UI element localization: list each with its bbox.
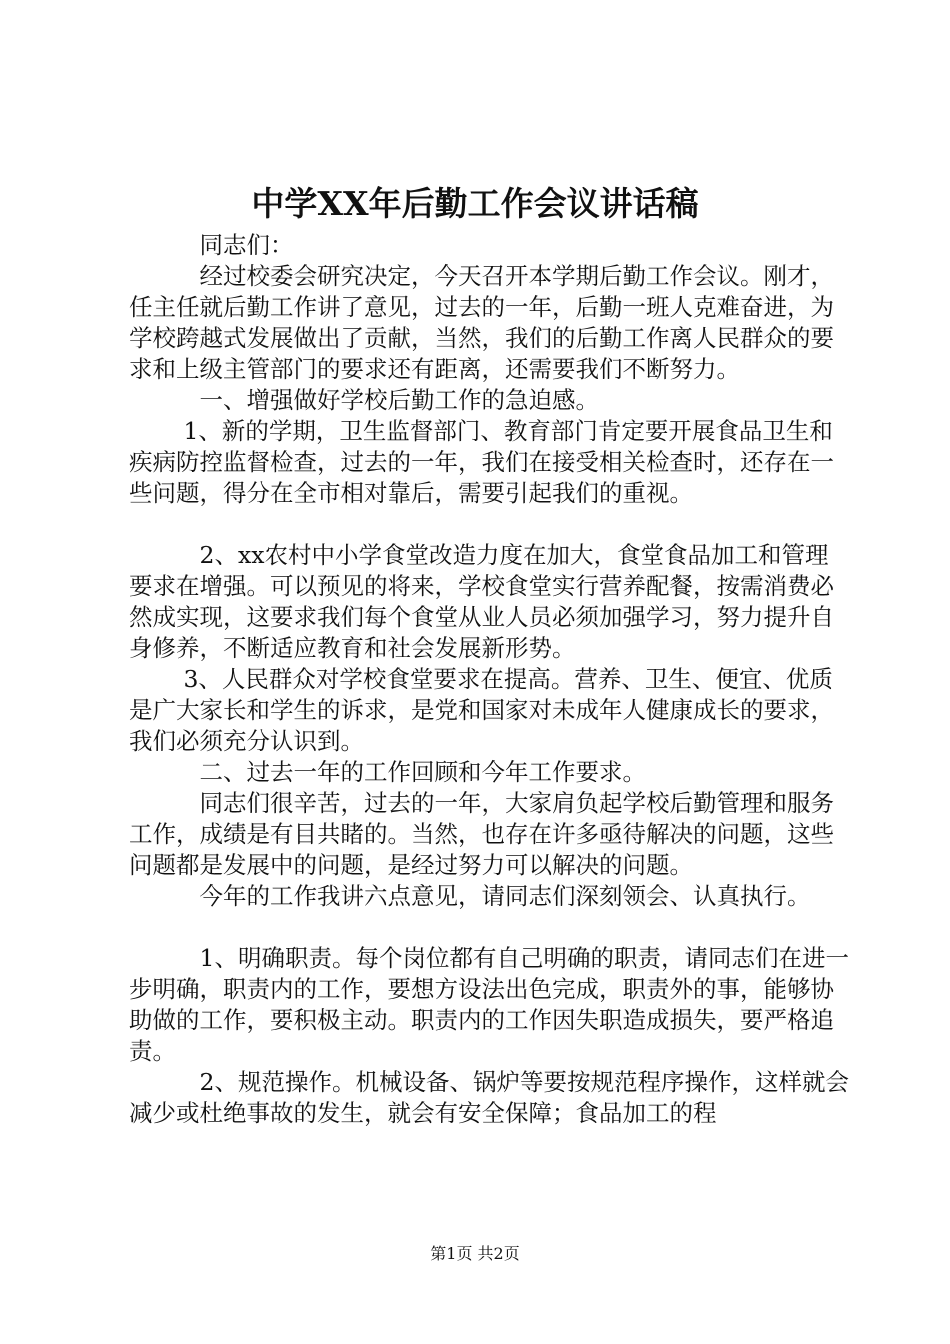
- paragraph-six-points: 今年的工作我讲六点意见，请同志们深刻领会、认真执行。: [129, 882, 811, 910]
- paragraph-item-1-2: 2、xx农村中小学食堂改造力度在加大，食堂食品加工和管理要求在增强。可以预见的将来，学校食堂实行营养配餐，按需消费必然成实现，这要求我们每个食堂从业人员必须加强学习，努力提升自身修养，不断适应教育和社会发展新形势。: [129, 541, 834, 662]
- paragraph-item-1-1: 1、新的学期，卫生监督部门、教育部门肯定要开展食品卫生和疾病防控监督检查，过去的一年，我们在接受相关检查时，还存在一些问题，得分在全市相对靠后，需要引起我们的重视。: [129, 417, 834, 507]
- paragraph-gap: [129, 912, 851, 943]
- paragraph-intro: 经过校委会研究决定，今天召开本学期后勤工作会议。刚才，任主任就后勤工作讲了意见，过去的一年，后勤一班人克难奋进，为学校跨越式发展做出了贡献，当然，我们的后勤工作离人民群众的要求和上级主管部门的要求还有距离，还需要我们不断努力。: [129, 262, 834, 383]
- paragraph-item-2-2: 2、规范操作。机械设备、锅炉等要按规范程序操作，这样就会减少或杜绝事故的发生，就会有安全保障；食品加工的程: [129, 1068, 849, 1127]
- paragraph-item-2-1: 1、明确职责。每个岗位都有自己明确的职责，请同志们在进一步明确，职责内的工作，要想方设法出色完成，职责外的事，能够协助做的工作，要积极主动。职责内的工作因失职造成损失，要严格追责。: [129, 944, 849, 1065]
- page-footer: 第1页 共2页: [430, 1244, 520, 1263]
- document-title: 中学XX年后勤工作会议讲话稿: [251, 184, 699, 223]
- paragraph-item-1-3: 3、人民群众对学校食堂要求在提高。营养、卫生、便宜、优质是广大家长和学生的诉求，是党和国家对未成年人健康成长的要求，我们必须充分认识到。: [129, 665, 834, 755]
- section-heading-2: 二、过去一年的工作回顾和今年工作要求。: [129, 758, 646, 786]
- section-heading-1: 一、增强做好学校后勤工作的急迫感。: [129, 386, 599, 414]
- paragraph-greeting: 同志们：: [129, 231, 294, 259]
- paragraph-review: 同志们很辛苦，过去的一年，大家肩负起学校后勤管理和服务工作，成绩是有目共睹的。当然，也存在许多亟待解决的问题，这些问题都是发展中的问题，是经过努力可以解决的问题。: [129, 789, 834, 879]
- document-body: [129, 230, 851, 1129]
- paragraph-gap: [129, 509, 851, 540]
